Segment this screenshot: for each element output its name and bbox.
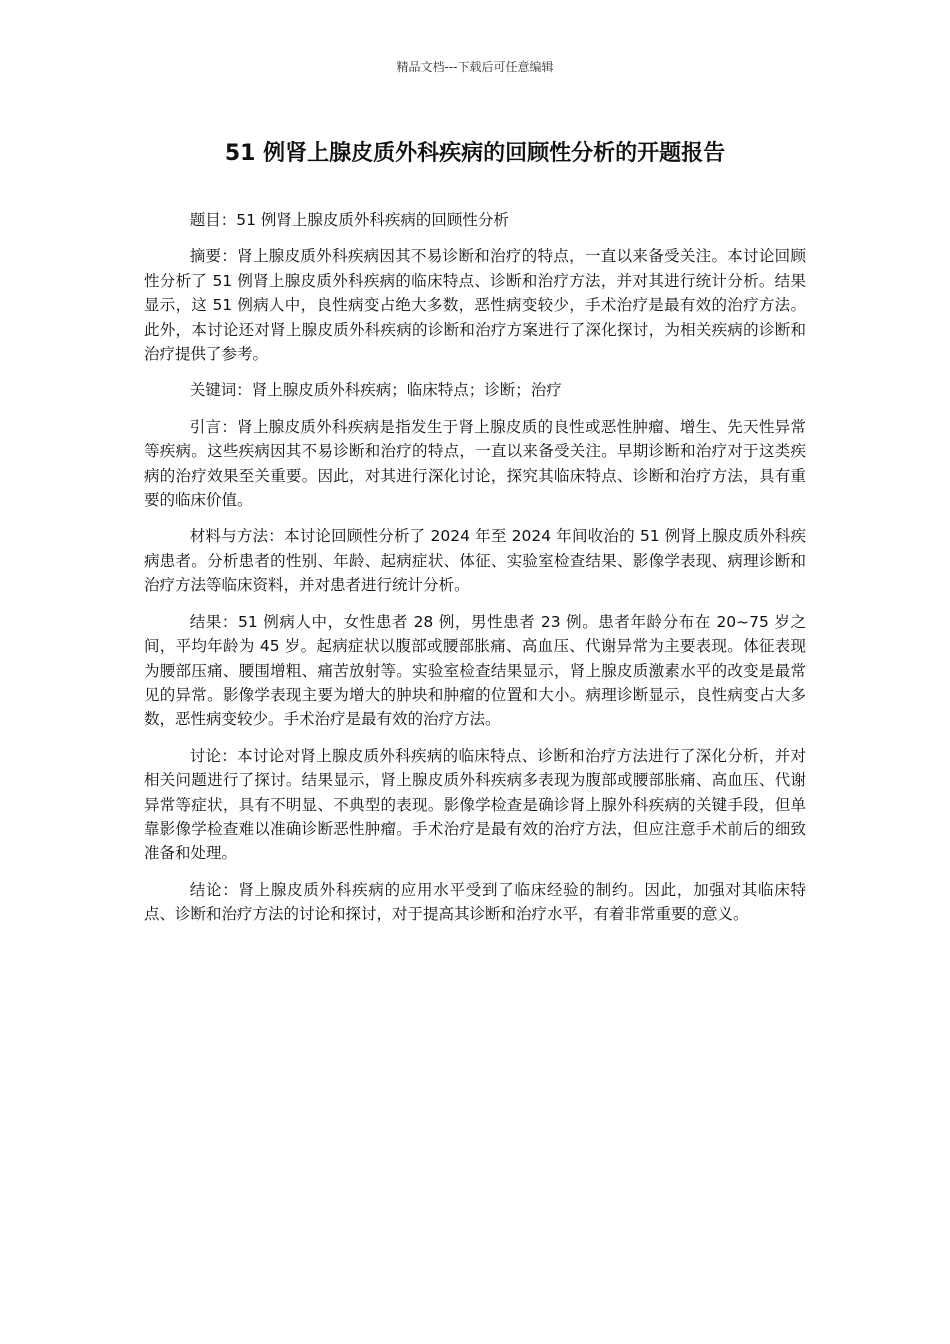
- paragraph-topic: 题目：51 例肾上腺皮质外科疾病的回顾性分析: [189, 211, 509, 229]
- header-watermark: 精品文档---下载后可任意编辑: [396, 60, 554, 74]
- document-body: [144, 208, 806, 939]
- paragraph-introduction: 引言：肾上腺皮质外科疾病是指发生于肾上腺皮质的良性或恶性肿瘤、增生、先天性异常等疾病。这些疾病因其不易诊断和治疗的特点，一直以来备受关注。早期诊断和治疗对于这类疾病的治疗效果至关重要。因此，对其进行深化讨论，探究其临床特点、诊断和治疗方法，具有重要的临床价值。: [144, 417, 806, 510]
- document-title: 51 例肾上腺皮质外科疾病的回顾性分析的开题报告: [224, 141, 726, 166]
- paragraph-methods: 材料与方法：本讨论回顾性分析了 2024 年至 2024 年间收治的 51 例肾上腺皮质外科疾病患者。分析患者的性别、年龄、起病症状、体征、实验室检查结果、影像学表现、病理诊断和治疗方法等临床资料，并对患者进行统计分析。: [144, 527, 806, 595]
- paragraph-abstract: 摘要：肾上腺皮质外科疾病因其不易诊断和治疗的特点，一直以来备受关注。本讨论回顾性分析了 51 例肾上腺皮质外科疾病的临床特点、诊断和治疗方法，并对其进行统计分析。结果显示，这 51 例病人中，良性病变占绝大多数，恶性病变较少，手术治疗是最有效的治疗方法。此外，本讨论还对肾上腺皮质外科疾病的诊断和治疗方案进行了深化探讨，为相关疾病的诊断和治疗提供了参考。: [144, 247, 806, 364]
- paragraph-conclusion: 结论：肾上腺皮质外科疾病的应用水平受到了临床经验的制约。因此，加强对其临床特点、诊断和治疗方法的讨论和探讨，对于提高其诊断和治疗水平，有着非常重要的意义。: [144, 880, 806, 924]
- paragraph-discussion: 讨论：本讨论对肾上腺皮质外科疾病的临床特点、诊断和治疗方法进行了深化分析，并对相关问题进行了探讨。结果显示，肾上腺皮质外科疾病多表现为腹部或腰部胀痛、高血压、代谢异常等症状，具有不明显、不典型的表现。影像学检查是确诊肾上腺外科疾病的关键手段，但单靠影像学检查难以准确诊断恶性肿瘤。手术治疗是最有效的治疗方法，但应注意手术前后的细致准备和处理。: [144, 746, 806, 863]
- paragraph-keywords: 关键词：肾上腺皮质外科疾病；临床特点；诊断；治疗: [189, 381, 562, 400]
- paragraph-results: 结果：51 例病人中，女性患者 28 例，男性患者 23 例。患者年龄分布在 20~75 岁之间，平均年龄为 45 岁。起病症状以腹部或腰部胀痛、高血压、代谢异常为主要表现。体征表现为腰部压痛、腰围增粗、痛苦放射等。实验室检查结果显示，肾上腺皮质激素水平的改变是最常见的异常。影像学表现主要为增大的肿块和肿瘤的位置和大小。病理诊断显示，良性病变占大多数，恶性病变较少。手术治疗是最有效的治疗方法。: [144, 612, 806, 729]
